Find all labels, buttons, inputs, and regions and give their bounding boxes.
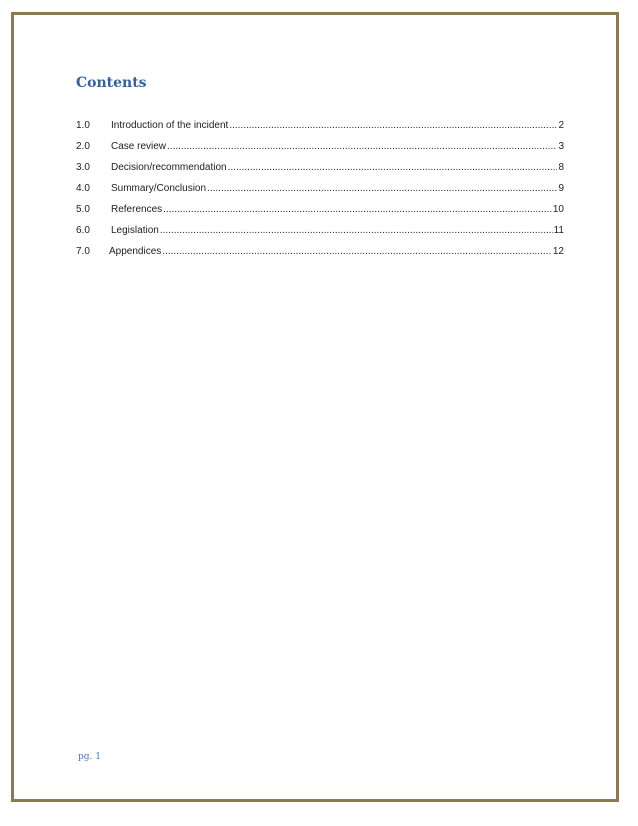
toc-title: Contents bbox=[76, 75, 147, 91]
toc-entry-page[interactable]: 10 bbox=[552, 204, 564, 215]
toc-entry[interactable] bbox=[76, 141, 564, 162]
table-of-contents bbox=[76, 120, 564, 267]
toc-entry-number: 5.0 bbox=[76, 204, 90, 215]
toc-dot-leader bbox=[228, 162, 558, 173]
toc-entry-title[interactable]: Legislation bbox=[111, 225, 159, 236]
toc-dot-leader bbox=[163, 204, 552, 215]
toc-entry-number: 4.0 bbox=[76, 183, 90, 194]
toc-entry-page[interactable]: 11 bbox=[553, 225, 564, 236]
toc-entry-page[interactable]: 3 bbox=[558, 141, 564, 152]
toc-dot-leader bbox=[167, 141, 557, 152]
toc-entry-page[interactable]: 9 bbox=[558, 183, 564, 194]
toc-entry-title[interactable]: Case review bbox=[111, 141, 167, 152]
toc-entry-title[interactable]: Introduction of the incident bbox=[111, 120, 229, 131]
toc-entry-title[interactable]: Appendices bbox=[109, 246, 162, 257]
toc-entry-number: 2.0 bbox=[76, 141, 90, 152]
toc-entry-title[interactable]: References bbox=[111, 204, 163, 215]
toc-dot-leader bbox=[207, 183, 557, 194]
toc-entry[interactable] bbox=[76, 225, 564, 246]
toc-entry[interactable] bbox=[76, 204, 564, 225]
toc-entry-page[interactable]: 8 bbox=[558, 162, 564, 173]
toc-dot-leader bbox=[162, 246, 552, 257]
toc-entry[interactable] bbox=[76, 183, 564, 204]
toc-entry[interactable] bbox=[76, 162, 564, 183]
toc-entry-number: 7.0 bbox=[76, 246, 90, 257]
toc-entry-number: 1.0 bbox=[76, 120, 90, 131]
toc-entry[interactable] bbox=[76, 120, 564, 141]
toc-dot-leader bbox=[160, 225, 553, 236]
toc-entry-number: 6.0 bbox=[76, 225, 90, 236]
toc-entry-title[interactable]: Summary/Conclusion bbox=[111, 183, 207, 194]
toc-entry-page[interactable]: 2 bbox=[558, 120, 564, 131]
toc-entry-title[interactable]: Decision/recommendation bbox=[111, 162, 227, 173]
toc-entry[interactable] bbox=[76, 246, 564, 267]
toc-dot-leader bbox=[229, 120, 557, 131]
page-number-footer: pg. 1 bbox=[78, 752, 101, 762]
toc-entry-page[interactable]: 12 bbox=[552, 246, 564, 257]
toc-entry-number: 3.0 bbox=[76, 162, 90, 173]
